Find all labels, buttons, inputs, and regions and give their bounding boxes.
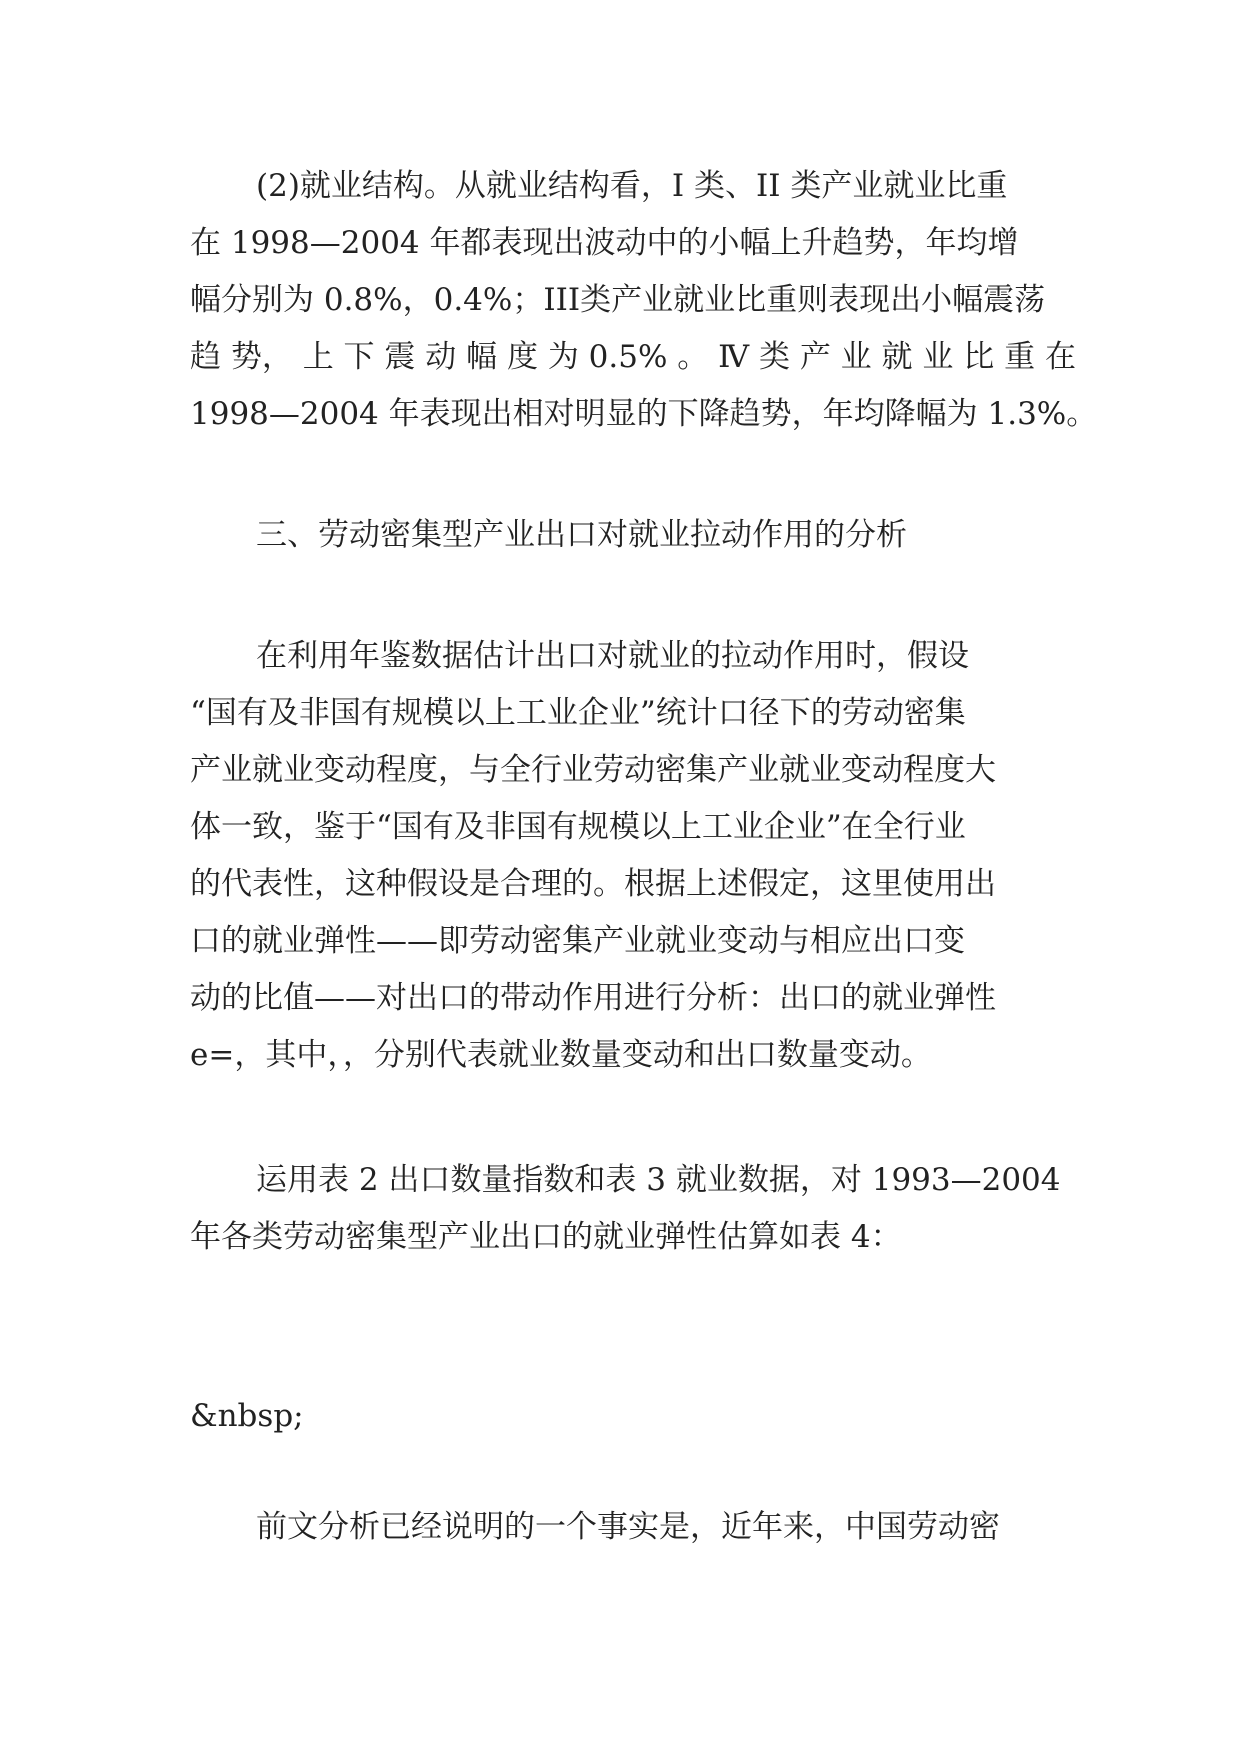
text-line: 年各类劳动密集型产业出口的就业弹性估算如表 4：	[190, 1219, 902, 1255]
text-line: “国有及非国有规模以上工业企业”统计口径下的劳动密集	[190, 695, 966, 731]
text-line: 在 1998—2004 年都表现出波动中的小幅上升趋势，年均增	[190, 225, 1019, 261]
text-line: 产业就业变动程度，与全行业劳动密集产业就业变动程度大	[190, 752, 996, 788]
text-line: 趋 势， 上 下 震 动 幅 度 为 0.5% 。 Ⅳ 类 产 业 就 业 比 重 在	[190, 339, 1076, 375]
text-line: 1998—2004 年表现出相对明显的下降趋势，年均降幅为 1.3%。	[190, 396, 1098, 432]
text-line: (2)就业结构。从就业结构看，I 类、II 类产业就业比重	[256, 168, 1008, 204]
text-line: 体一致，鉴于“国有及非国有规模以上工业企业”在全行业	[190, 809, 966, 845]
paragraph-employment-structure	[190, 158, 1098, 443]
text-line: 幅分别为 0.8%，0.4%；III类产业就业比重则表现出小幅震荡	[190, 282, 1046, 318]
text-line: e=，其中，，分别代表就业数量变动和出口数量变动。	[190, 1037, 932, 1073]
text-line: 的代表性，这种假设是合理的。根据上述假定，这里使用出	[190, 866, 996, 902]
text-line: 口的就业弹性——即劳动密集产业就业变动与相应出口变	[190, 923, 965, 959]
text-line: 运用表 2 出口数量指数和表 3 就业数据，对 1993—2004	[256, 1162, 1061, 1198]
section-heading	[190, 507, 1050, 564]
text-line: 前文分析已经说明的一个事实是，近年来，中国劳动密	[256, 1509, 1000, 1545]
nbsp-placeholder	[190, 1388, 1050, 1445]
text-line: 动的比值——对出口的带动作用进行分析：出口的就业弹性	[190, 980, 996, 1016]
nbsp-placeholder-text: &nbsp;	[190, 1398, 304, 1434]
paragraph-assumption	[190, 628, 1050, 1084]
text-line: 在利用年鉴数据估计出口对就业的拉动作用时，假设	[256, 638, 969, 674]
paragraph-conclusion-start	[190, 1499, 1050, 1556]
paragraph-table-reference	[190, 1152, 1061, 1266]
section-heading-text: 三、劳动密集型产业出口对就业拉动作用的分析	[256, 517, 907, 553]
